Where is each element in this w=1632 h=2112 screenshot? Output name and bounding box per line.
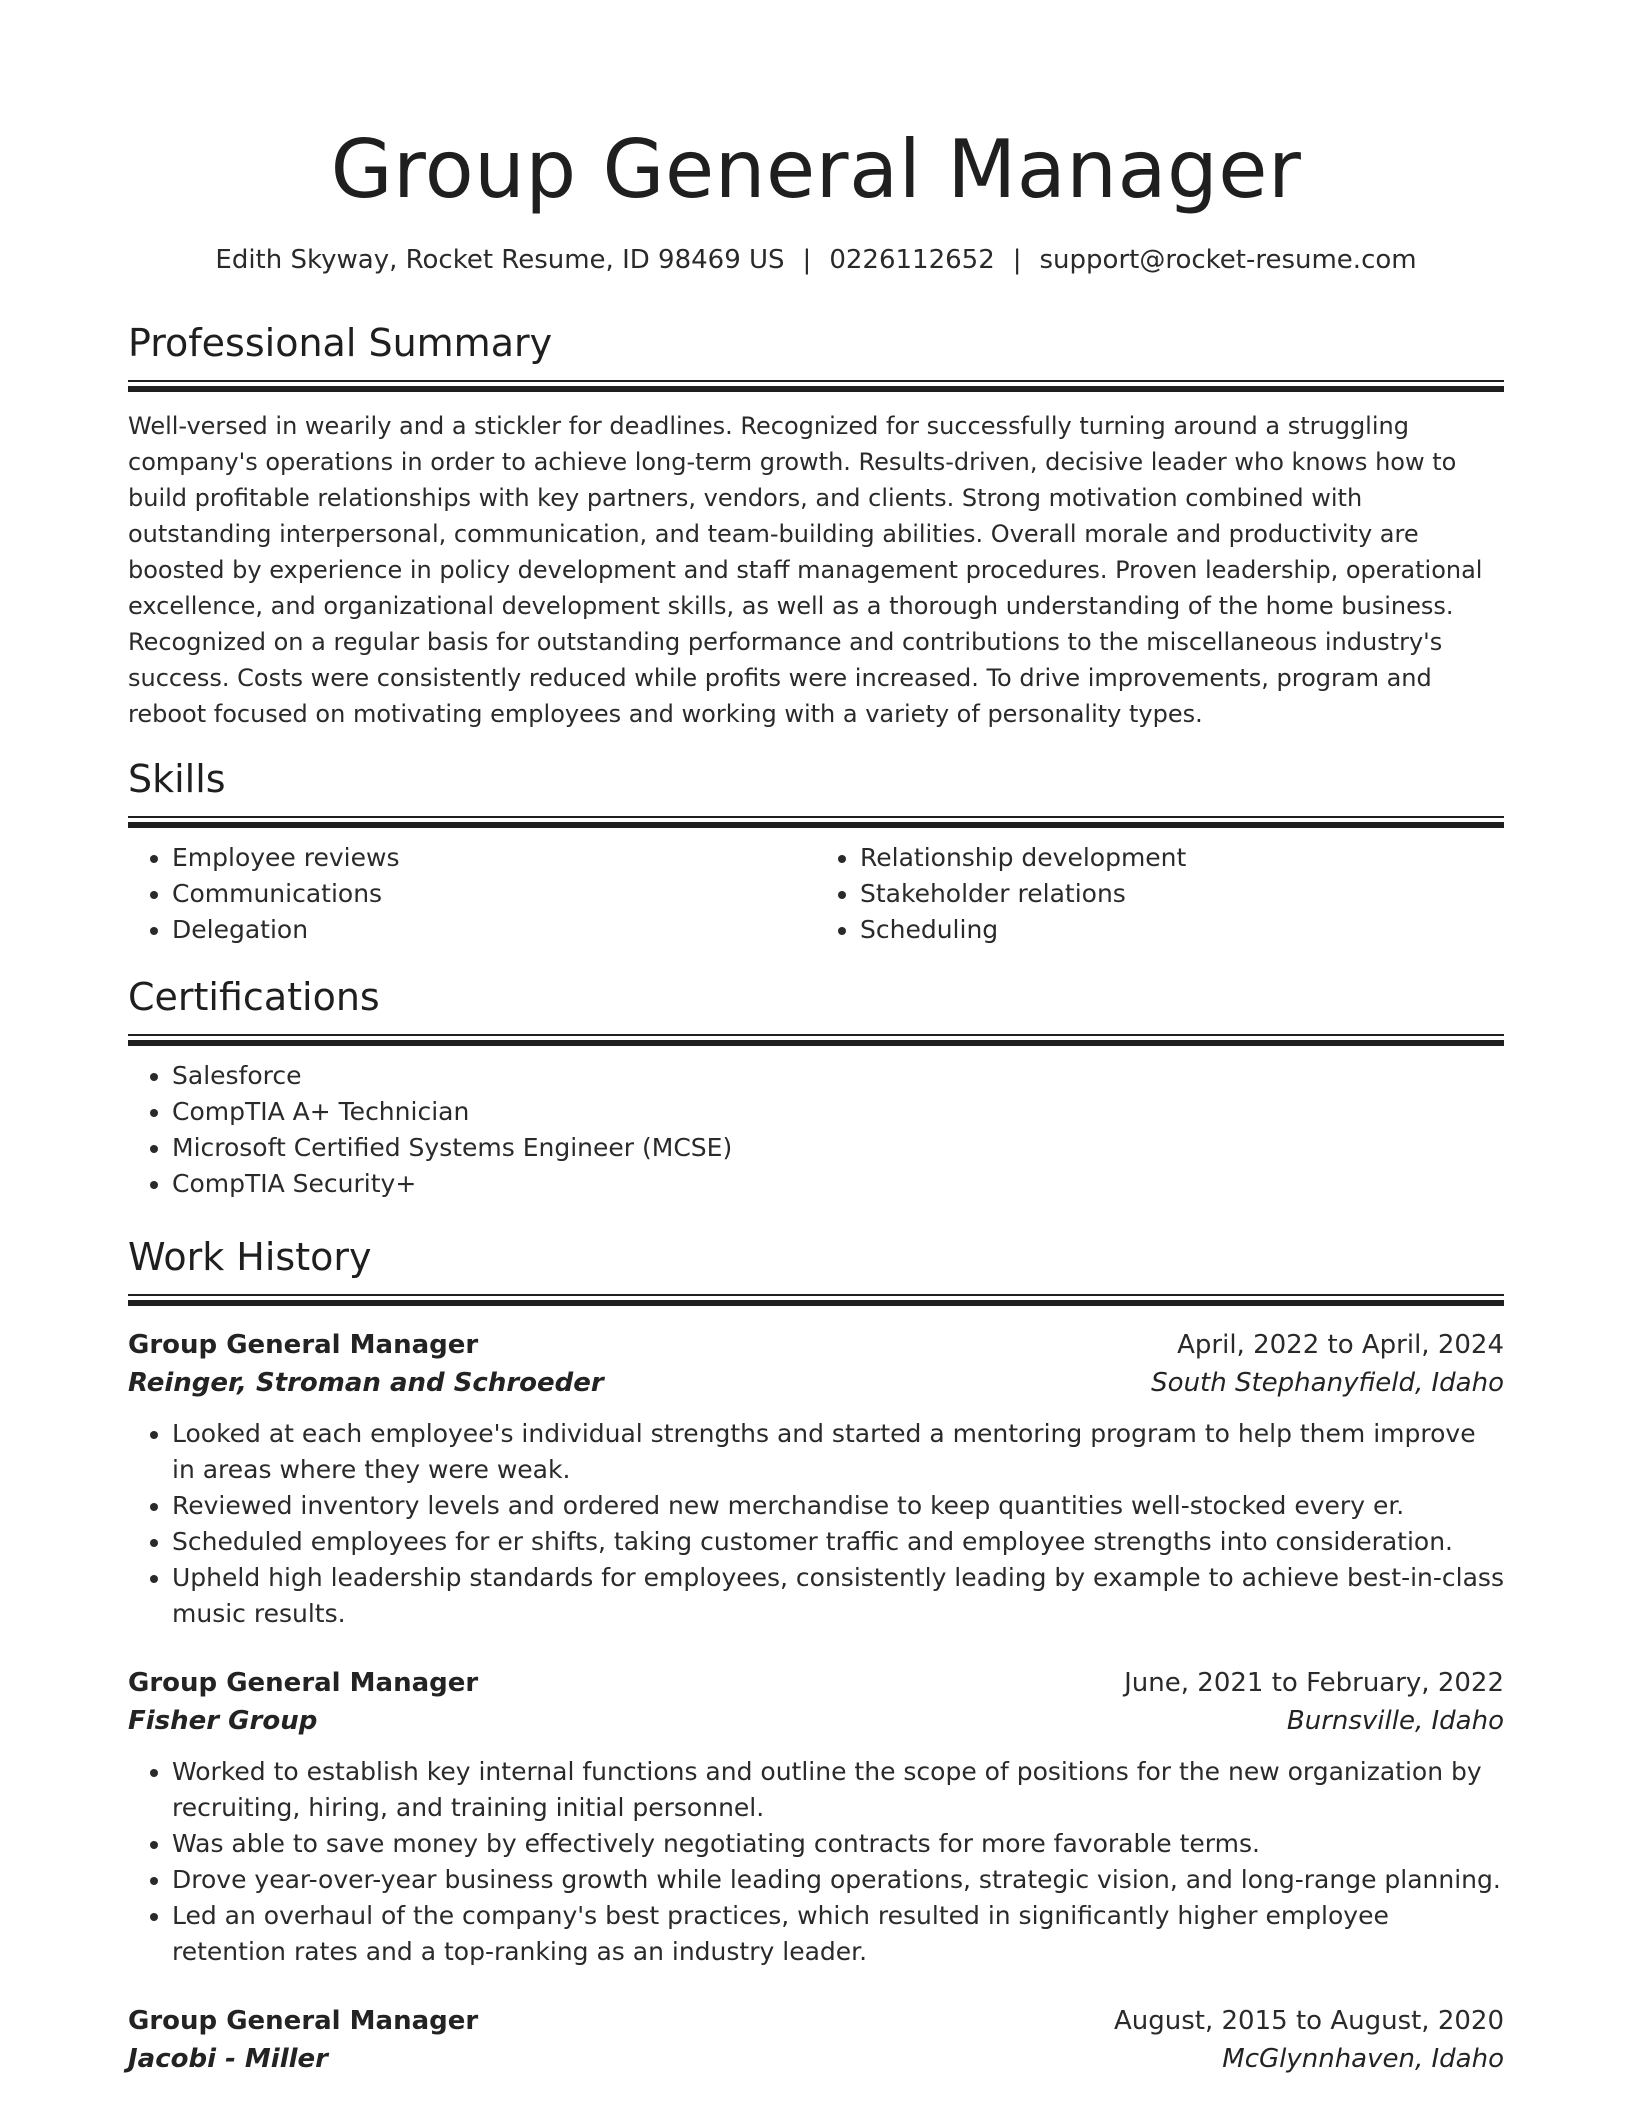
job-company: Jacobi - Miller [128,2044,328,2074]
skill-item: • Employee reviews [172,840,816,876]
job-bullets [128,1416,1504,1632]
job-location: McGlynnhaven, Idaho [1222,2044,1504,2074]
certification-item: • Microsoft Certified Systems Engineer (MCSE) [172,1130,1504,1166]
skills-list-right [816,840,1504,948]
job-entry [128,1664,1504,1970]
contact-separator: | [802,245,812,275]
job-entry [128,2002,1504,2078]
contact-separator: | [1012,245,1022,275]
job-bullet: • Drove year-over-year business growth while leading operations, strategic vision, and long-range planning. [172,1862,1504,1898]
job-title: Group General Manager [128,1668,479,1698]
section-title-work-history: Work History [128,1235,372,1279]
section-title-summary: Professional Summary [128,321,553,365]
contact-phone: 0226112652 [829,245,995,275]
contact-email: support@rocket-resume.com [1039,245,1417,275]
summary-section [128,320,1504,732]
job-bullet: • Scheduled employees for er shifts, taking customer traffic and employee strengths into consideration. [172,1524,1504,1560]
job-entry [128,1326,1504,1632]
job-title: Group General Manager [128,1330,479,1360]
section-divider [128,1294,1504,1308]
job-location: South Stephanyfield, Idaho [1151,1368,1504,1398]
job-bullet: • Looked at each employee's individual strengths and started a mentoring program to help them improve in areas where they were weak. [172,1416,1504,1488]
certification-item: • CompTIA Security+ [172,1166,1504,1202]
skills-grid [128,840,1504,948]
job-company: Reinger, Stroman and Schroeder [128,1368,604,1398]
work-history-section [128,1234,1504,2078]
section-title-skills: Skills [128,757,226,801]
job-bullet: • Upheld high leadership standards for employees, consistently leading by example to achieve best-in-class music results. [172,1560,1504,1632]
skills-list-left [128,840,816,948]
job-title: Group General Manager [128,2006,479,2036]
section-divider [128,380,1504,394]
job-dates: August, 2015 to August, 2020 [1114,2006,1504,2036]
job-dates: April, 2022 to April, 2024 [1177,1330,1504,1360]
certification-item: • Salesforce [172,1058,1504,1094]
certifications-list [128,1058,1504,1202]
certification-item: • CompTIA A+ Technician [172,1094,1504,1130]
job-bullet: • Was able to save money by effectively negotiating contracts for more favorable terms. [172,1826,1504,1862]
job-bullet: • Worked to establish key internal functions and outline the scope of positions for the new organization by recruiting, hiring, and training initial personnel. [172,1754,1504,1826]
skills-section [128,756,1504,948]
skill-item: • Delegation [172,912,816,948]
summary-text: Well-versed in wearily and a stickler for deadlines. Recognized for successfully turning around a struggling company's operations in order to achieve long-term growth. Results-driven, decisive leader who knows how to build profitable relationships with key partners, vendors, and clients. Strong motivation combined with outstanding interpersonal, communication, and team-building abilities. Overall morale and productivity are boosted by experience in policy development and staff management procedures. Proven leadership, operational excellence, and organizational development skills, as well as a thorough understanding of the home business. Recognized on a regular basis for outstanding performance and contributions to the miscellaneous industry's success. Costs were consistently reduced while profits were increased. To drive improvements, program and reboot focused on motivating employees and working with a variety of personality types. [128,412,1483,728]
resume-name-heading: Group General Manager [330,123,1302,216]
job-bullet: • Led an overhaul of the company's best practices, which resulted in significantly higher employee retention rates and a top-ranking as an industry leader. [172,1898,1504,1970]
skill-item: • Relationship development [860,840,1504,876]
section-divider [128,1034,1504,1048]
job-location: Burnsville, Idaho [1286,1706,1504,1736]
job-bullet: • Reviewed inventory levels and ordered new merchandise to keep quantities well-stocked every er. [172,1488,1504,1524]
skill-item: • Stakeholder relations [860,876,1504,912]
skill-item: • Scheduling [860,912,1504,948]
resume-page [128,0,1504,2078]
certifications-section [128,974,1504,1202]
job-bullets [128,1754,1504,1970]
job-dates: June, 2021 to February, 2022 [1124,1668,1504,1698]
section-divider [128,816,1504,830]
contact-address: Edith Skyway, Rocket Resume, ID 98469 US [215,245,785,275]
section-title-certifications: Certifications [128,975,380,1019]
job-company: Fisher Group [128,1706,318,1736]
skill-item: • Communications [172,876,816,912]
contact-line [128,242,1504,278]
